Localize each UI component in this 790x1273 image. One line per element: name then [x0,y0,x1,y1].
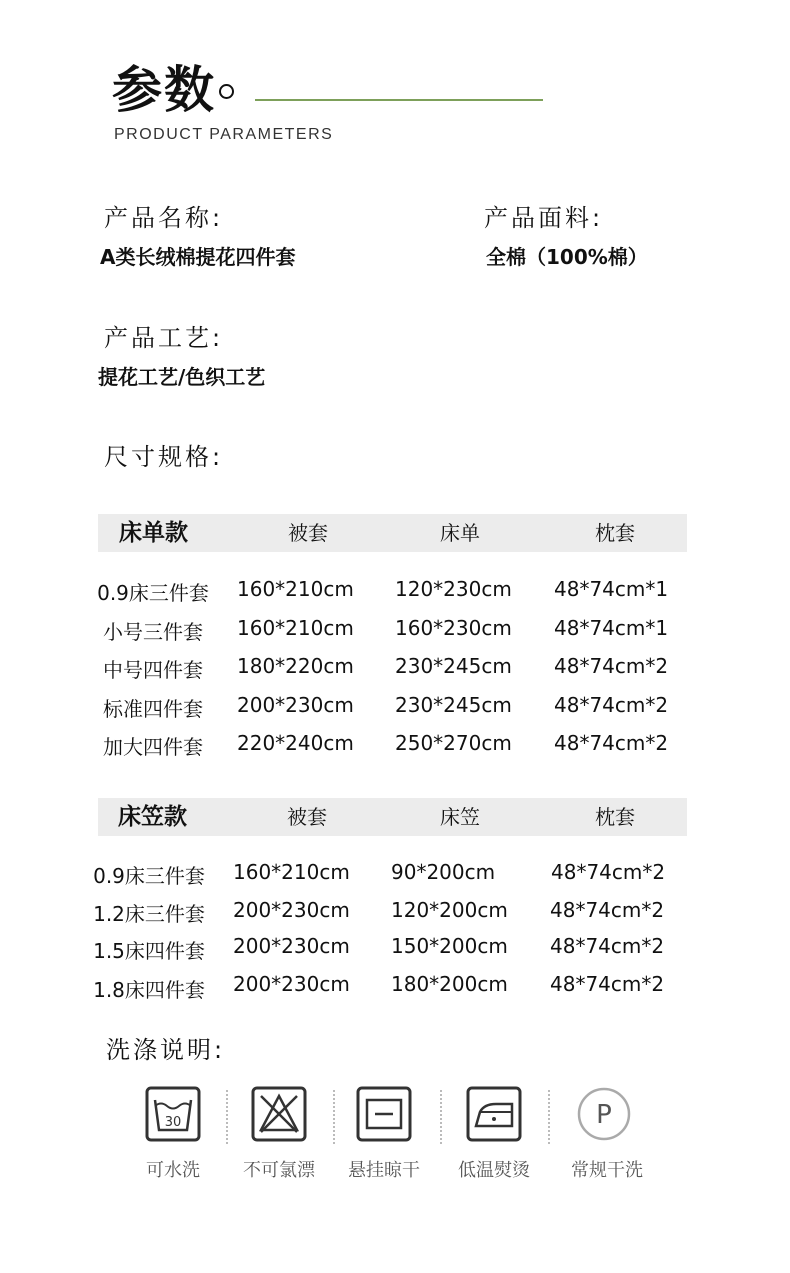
care-label-no-bleach: 不可氯漂 [243,1160,315,1181]
care-label-dry-clean: 常规干洗 [571,1160,643,1181]
product-name-value: A类长绒棉提花四件套 [100,245,296,269]
table-row-set-name: 加大四件套 [103,735,203,759]
header-cell-style: 床单款 [119,520,188,546]
fitted-sheet-table-header [98,798,687,836]
flat-sheet-size-table [88,514,698,764]
table-cell-pillowcase: 48*74cm*2 [554,693,669,717]
table-cell-sheet: 160*230cm [395,616,512,640]
table-cell-duvet: 200*230cm [233,972,350,996]
table-cell-fitted-sheet: 150*200cm [391,934,508,958]
product-name-label: 产品名称: [104,204,224,232]
title-dot-decoration [219,84,234,99]
table-cell-duvet: 160*210cm [237,616,354,640]
dry-clean-icon [576,1086,632,1142]
header-cell-style: 床笠款 [118,804,187,830]
care-label-wash: 可水洗 [146,1160,200,1181]
header-cell-duvet: 被套 [288,521,328,545]
hang-dry-icon [356,1086,412,1142]
header-cell-sheet: 床单 [440,521,480,545]
table-row-set-name: 中号四件套 [103,658,203,682]
icon-separator [226,1090,228,1144]
table-cell-pillowcase: 48*74cm*2 [554,731,669,755]
product-fabric-value: 全棉（100%棉） [486,245,648,269]
table-cell-fitted-sheet: 180*200cm [391,972,508,996]
size-spec-label: 尺寸规格: [104,443,224,471]
table-cell-sheet: 230*245cm [395,654,512,678]
product-fabric-label: 产品面料: [484,204,604,232]
table-row-set-name: 1.2床三件套 [93,902,205,926]
table-cell-duvet: 160*210cm [233,860,350,884]
header-cell-fitted-sheet: 床笠 [440,805,480,829]
product-craft-value: 提花工艺/色织工艺 [98,365,266,389]
table-cell-pillowcase: 48*74cm*1 [554,577,669,601]
page-subtitle: PRODUCT PARAMETERS [114,126,334,143]
care-label-hang-dry: 悬挂晾干 [348,1160,420,1181]
product-craft-label: 产品工艺: [104,324,224,352]
table-cell-fitted-sheet: 120*200cm [391,898,508,922]
table-cell-pillowcase: 48*74cm*2 [550,972,665,996]
header-cell-duvet: 被套 [287,805,327,829]
table-row-set-name: 标准四件套 [103,697,203,721]
title-underline [255,99,543,101]
icon-separator [440,1090,442,1144]
table-cell-sheet: 120*230cm [395,577,512,601]
page-title: 参数 [112,61,216,119]
table-cell-duvet: 220*240cm [237,731,354,755]
table-cell-sheet: 230*245cm [395,693,512,717]
flat-sheet-table-header [98,514,687,552]
table-row-set-name: 1.8床四件套 [93,978,205,1002]
header-cell-pillowcase: 枕套 [595,805,635,829]
table-row-set-name: 0.9床三件套 [93,864,205,888]
table-row-set-name: 1.5床四件套 [93,939,205,963]
table-cell-duvet: 180*220cm [237,654,354,678]
table-cell-fitted-sheet: 90*200cm [391,860,496,884]
care-label-low-iron: 低温熨烫 [458,1160,530,1181]
table-cell-pillowcase: 48*74cm*2 [550,898,665,922]
table-cell-duvet: 200*230cm [233,934,350,958]
dry-clean-letter: P [596,1100,612,1130]
wash-temperature: 30 [164,1115,182,1130]
table-row-set-name: 小号三件套 [103,620,203,644]
low-iron-icon [466,1086,522,1142]
table-cell-duvet: 160*210cm [237,577,354,601]
table-cell-pillowcase: 48*74cm*1 [554,616,669,640]
no-bleach-icon [251,1086,307,1142]
icon-separator [548,1090,550,1144]
fitted-sheet-size-table [88,798,698,1002]
table-cell-pillowcase: 48*74cm*2 [554,654,669,678]
wash-30-icon [145,1086,201,1142]
care-instructions-label: 洗涤说明: [106,1036,226,1064]
icon-separator [333,1090,335,1144]
table-cell-duvet: 200*230cm [233,898,350,922]
table-cell-pillowcase: 48*74cm*2 [551,860,666,884]
table-cell-sheet: 250*270cm [395,731,512,755]
header-cell-pillowcase: 枕套 [595,521,635,545]
table-row-set-name: 0.9床三件套 [97,581,209,605]
table-cell-duvet: 200*230cm [237,693,354,717]
table-cell-pillowcase: 48*74cm*2 [550,934,665,958]
